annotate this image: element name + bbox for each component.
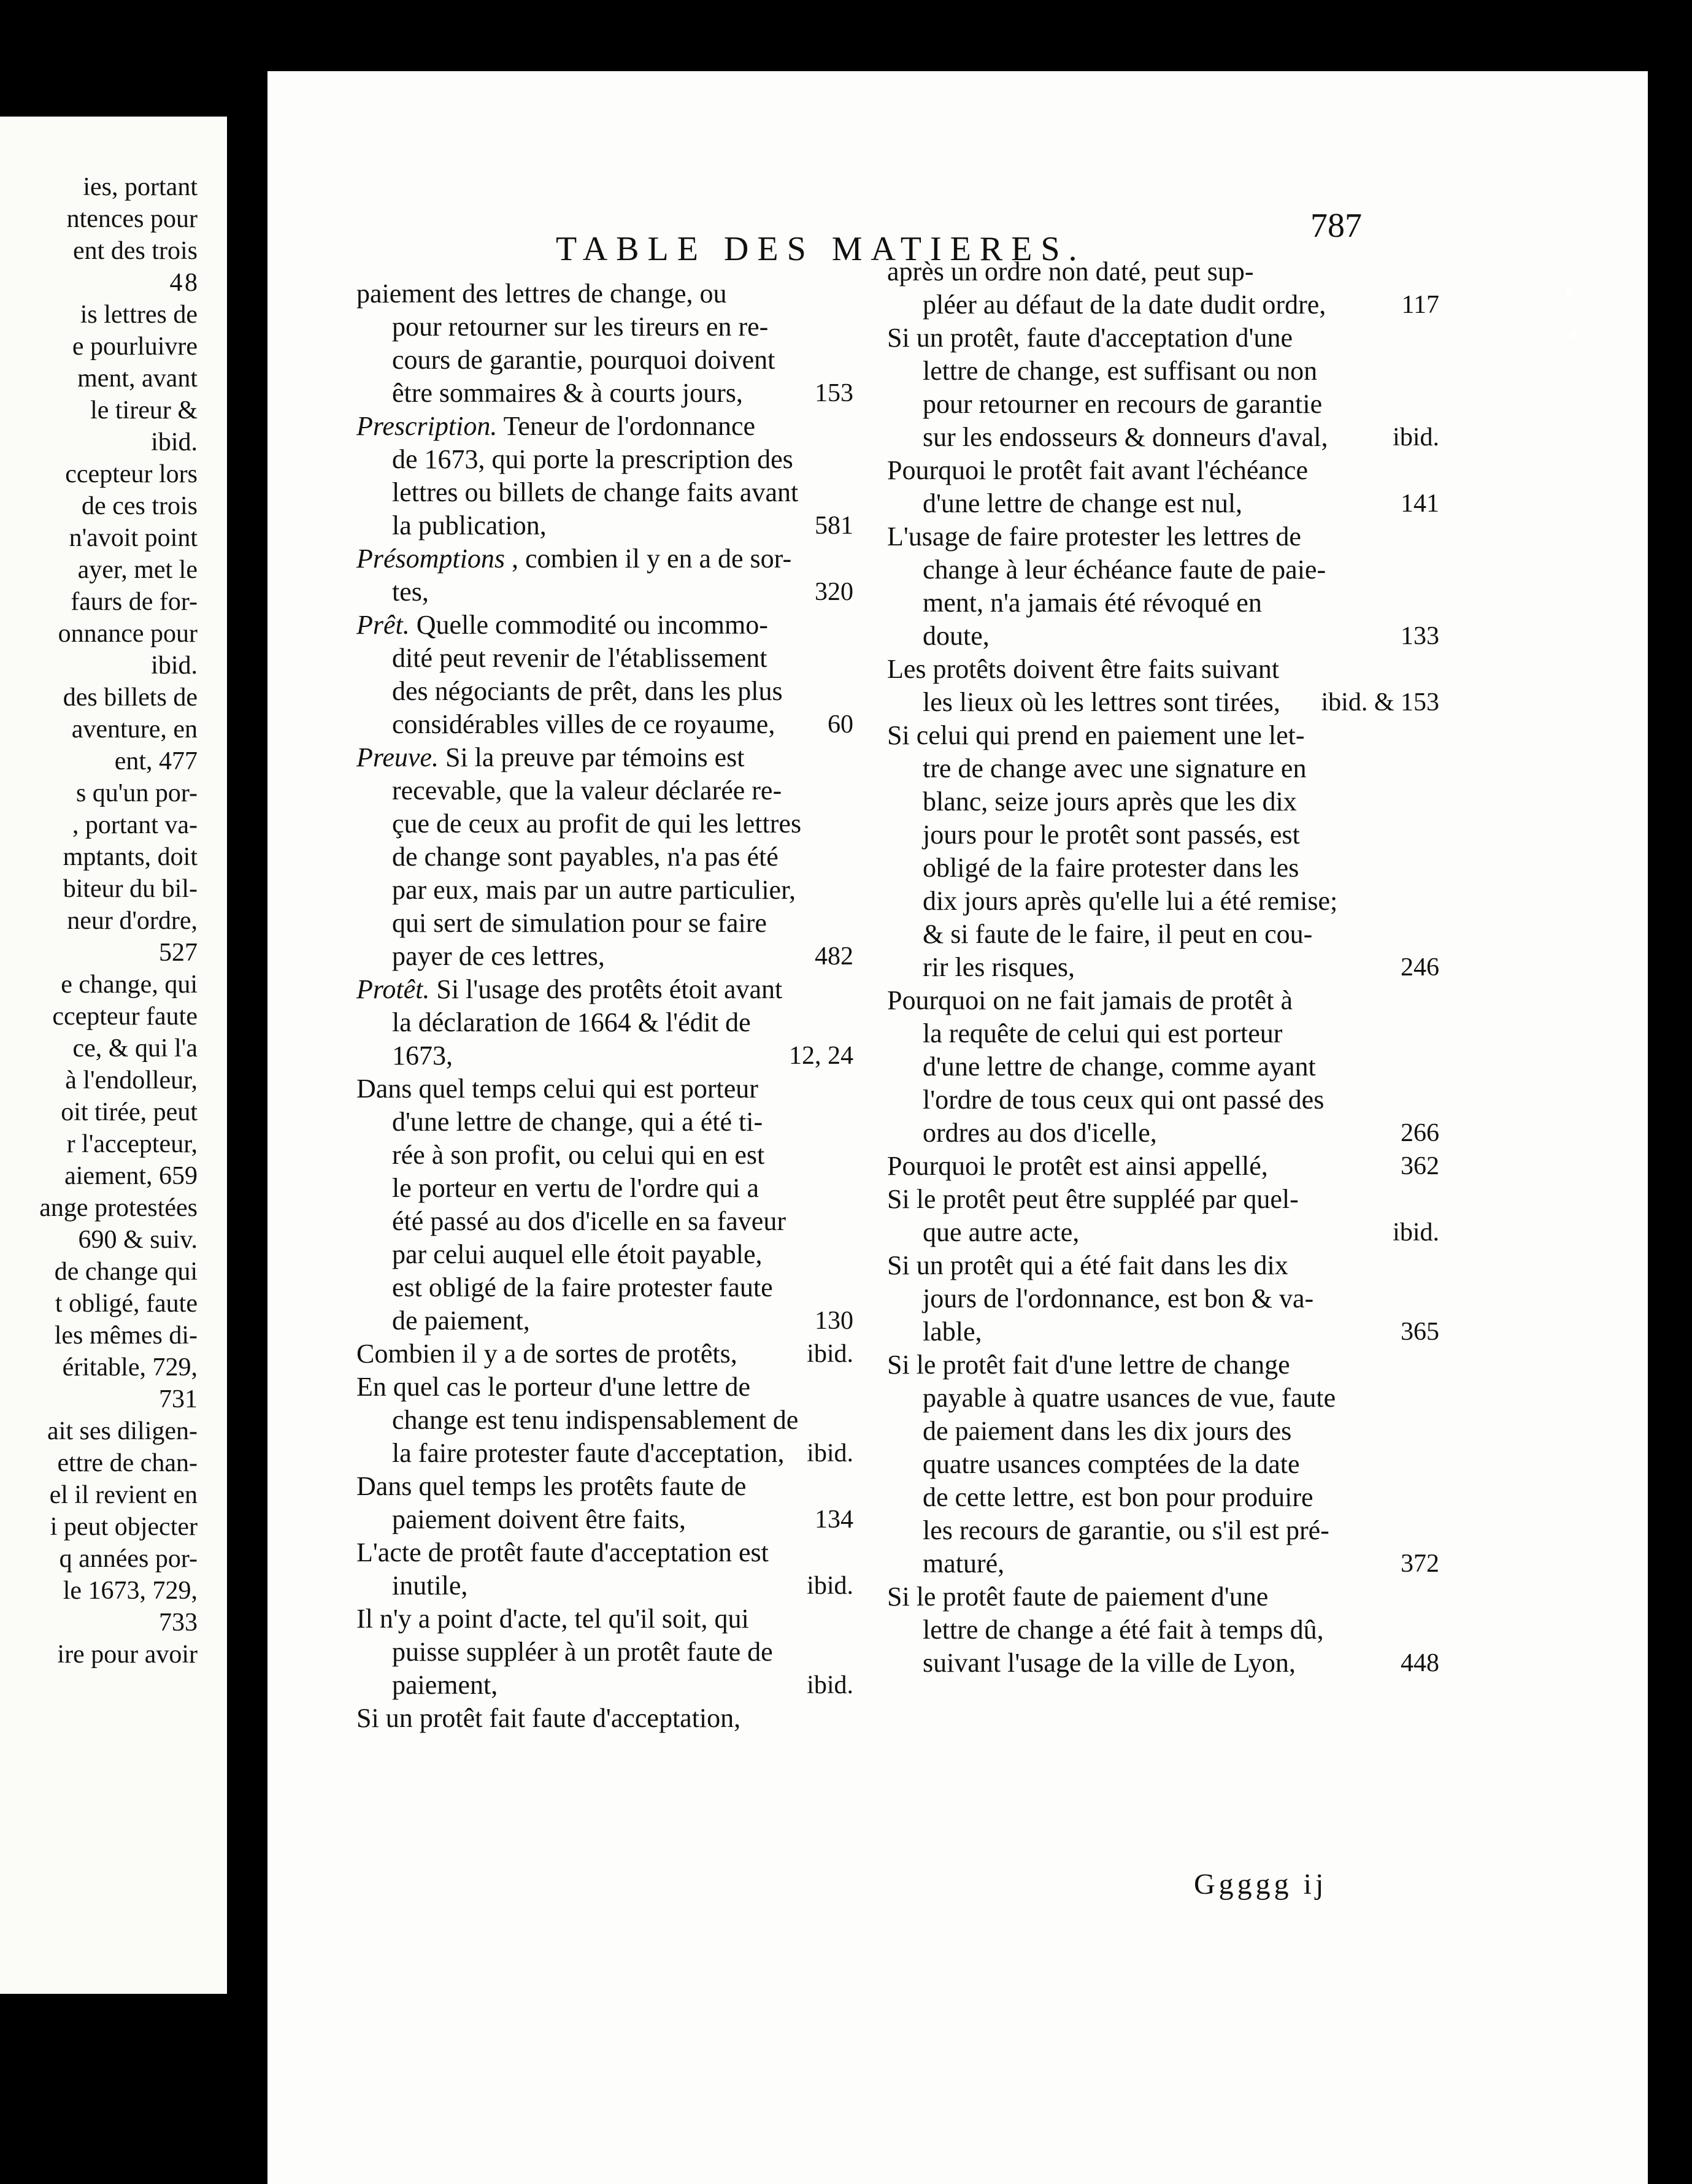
entry-line [356,1072,853,1105]
entry-line [887,1348,1439,1382]
page-reference: 448 [1401,1649,1439,1677]
entry-text: d'une lettre de change, qui a été ti- [392,1107,763,1137]
left-page-line: n'avoit point [69,524,198,552]
left-page-line: e change, qui [61,971,198,999]
left-page-line: e pourluivre [72,333,198,361]
entry-line [356,1371,853,1404]
entry-line [356,940,853,973]
left-page-line: neur d'ordre, [67,907,198,935]
left-page-line: éritable, 729, [62,1353,198,1382]
entry-line [356,1636,853,1669]
entry-text: jours de l'ordonnance, est bon & va- [923,1283,1314,1313]
entry-line [356,476,853,509]
left-page-line: de change qui [54,1258,198,1286]
entry-line [356,1139,853,1172]
entry-text: pour retourner en recours de garantie [923,389,1323,419]
entry-line [887,1448,1439,1481]
page-reference: ibid. [807,1572,853,1600]
index-entry [887,255,1439,321]
entry-line [356,1105,853,1139]
left-page-line: ent, 477 [114,747,198,775]
page-reference: 117 [1401,291,1439,319]
entry-line [356,575,853,609]
left-page-line: biteur du bil- [63,875,198,903]
left-page-line: ccepteur lors [65,460,198,488]
left-page-line: mptants, doit [63,843,198,871]
left-page-line: ce, & qui l'a [72,1034,198,1063]
left-page-line: 690 & suiv. [78,1226,198,1254]
left-page-line: ntences pour [66,205,198,233]
index-entry [356,609,853,741]
left-page-line: onnance pour [58,620,198,648]
entry-text: la publication, [392,510,547,540]
entry-text: lable, [923,1317,982,1347]
entry-text: Les protêts doivent être faits suivant [887,654,1280,684]
entry-text: lettres ou billets de change faits avant [392,477,799,507]
left-page-line: t obligé, faute [55,1290,198,1318]
entry-line [887,1150,1439,1183]
entry-text: doute, [923,621,990,651]
entry-line [887,255,1439,288]
index-entry [887,1183,1439,1249]
index-page [267,71,1648,2184]
entry-line [356,807,853,840]
page-reference: 141 [1401,490,1439,518]
left-page-line: aventure, en [71,715,198,744]
entry-text: de cette lettre, est bon pour produire [923,1482,1313,1512]
entry-text: tes, [392,577,429,607]
entry-text: quatre usances comptées de la date [923,1449,1300,1479]
entry-text: rée à son profit, ou celui qui en est [392,1140,765,1170]
index-column-left [356,277,853,1735]
entry-line [887,1580,1439,1613]
page-reference: ibid. [1393,1218,1439,1247]
entry-text: recevable, que la valeur déclarée re- [392,775,782,806]
page-reference: 581 [815,512,853,540]
entry-text: de change sont payables, n'a pas été [392,842,779,872]
entry-text: l'ordre de tous ceux qui ont passé des [923,1085,1325,1115]
page-reference: 12, 24 [789,1042,853,1070]
entry-line [887,1216,1439,1249]
entry-text: sur les endosseurs & donneurs d'aval, [923,422,1328,452]
entry-line [887,653,1439,686]
entry-line [356,1470,853,1503]
entry-line [887,1613,1439,1647]
entry-text: 1673, [392,1040,453,1071]
entry-text: d'une lettre de change est nul, [923,488,1243,518]
entry-line [887,1249,1439,1282]
page-reference: 365 [1401,1318,1439,1346]
entry-line [887,1282,1439,1315]
entry-line [356,642,853,675]
entry-line [887,1017,1439,1050]
index-entry [356,1337,853,1371]
index-entry [356,973,853,1072]
left-page-line: le 1673, 729, [63,1577,198,1605]
entry-text: Quelle commodité ou incommo- [416,610,768,640]
index-entry [887,1150,1439,1183]
entry-line [356,443,853,476]
page-reference: 133 [1401,622,1439,650]
entry-line [356,1271,853,1304]
index-entry [887,653,1439,719]
entry-text: paiement doivent être faits, [392,1504,686,1534]
entry-line [887,421,1439,454]
left-page-line: r l'accepteur, [66,1130,198,1158]
entry-line [887,1083,1439,1117]
entry-text: payer de ces lettres, [392,941,605,971]
previous-page-fragment [0,117,227,1994]
left-page-line: les mêmes di- [54,1321,198,1350]
entry-line [356,708,853,741]
entry-line [887,1514,1439,1547]
left-page-line: ange protestées [39,1194,198,1222]
entry-text: Si un protêt fait faute d'acceptation, [356,1703,741,1733]
entry-line [887,918,1439,951]
entry-line [887,454,1439,487]
index-entry [356,1602,853,1702]
index-entry [356,741,853,973]
left-page-line: ccepteur faute [52,1002,198,1031]
entry-line [887,752,1439,785]
entry-text: été passé au dos d'icelle en sa faveur [392,1206,786,1236]
index-entry [356,542,853,609]
entry-line [887,852,1439,885]
entry-line [356,1536,853,1569]
left-page-line: oit tirée, peut [61,1098,198,1126]
entry-line [887,1415,1439,1448]
entry-text: qui sert de simulation pour se faire [392,908,767,938]
page-reference: 372 [1401,1550,1439,1578]
entry-text: dité peut revenir de l'établissement [392,643,767,673]
entry-heading: Prescription. [356,411,498,441]
entry-line [887,388,1439,421]
entry-heading: Présomptions [356,544,505,574]
entry-line [887,586,1439,620]
entry-line [356,344,853,377]
page-reference: 320 [815,578,853,606]
entry-text: obligé de la faire protester dans les [923,853,1299,883]
entry-text: Pourquoi le protêt fait avant l'échéance [887,455,1308,485]
left-page-line: 731 [159,1385,198,1413]
index-entry [356,1371,853,1470]
entry-text: le porteur en vertu de l'ordre qui a [392,1173,759,1203]
entry-text: Si le protêt faute de paiement d'une [887,1582,1269,1612]
entry-text: la déclaration de 1664 & l'édit de [392,1007,751,1037]
entry-text: la requête de celui qui est porteur [923,1018,1283,1048]
entry-text: cours de garantie, pourquoi doivent [392,345,775,375]
entry-line [887,984,1439,1017]
entry-text: L'acte de protêt faute d'acceptation est [356,1537,769,1567]
entry-line [356,542,853,575]
left-page-line: el il revient en [49,1481,198,1509]
page-reference: 130 [815,1307,853,1335]
entry-line [356,277,853,310]
entry-line [887,785,1439,818]
entry-line [356,874,853,907]
entry-text: paiement, [392,1670,498,1700]
entry-text: pour retourner sur les tireurs en re- [392,312,769,342]
entry-text: L'usage de faire protester les lettres de [887,521,1301,552]
entry-text: Si le protêt peut être suppléé par quel- [887,1184,1299,1214]
entry-text: est obligé de la faire protester faute [392,1272,773,1302]
entry-text: tre de change avec une signature en [923,753,1307,783]
entry-text: jours pour le protêt sont passés, est [923,820,1300,850]
entry-line [887,1547,1439,1580]
entry-text: maturé, [923,1548,1005,1578]
entry-line [887,520,1439,553]
entry-text: ment, n'a jamais été révoqué en [923,588,1262,618]
entry-line [356,1669,853,1702]
margin-speck [1566,287,1572,294]
entry-line [887,1117,1439,1150]
entry-text: considérables villes de ce royaume, [392,709,775,739]
left-page-line: 733 [159,1609,198,1637]
entry-heading: Protêt. [356,974,430,1004]
entry-text: , combien il y en a de sor- [512,544,792,574]
entry-text: Pourquoi on ne fait jamais de protêt à [887,985,1293,1015]
entry-text: les lieux où les lettres sont tirées, [923,687,1280,717]
entry-text: Dans quel temps les protêts faute de [356,1471,747,1501]
entry-heading: Preuve. [356,742,439,772]
page-reference: 266 [1401,1119,1439,1147]
page-reference: 362 [1401,1152,1439,1180]
entry-line [887,686,1439,719]
page-reference: ibid. & 153 [1321,688,1439,717]
left-page-line: à l'endolleur, [65,1066,198,1094]
left-page-line: 4 8 [169,269,198,297]
entry-text: çue de ceux au profit de qui les lettres [392,809,802,839]
entry-text: paiement des lettres de change, ou [356,279,727,309]
entry-line [887,1050,1439,1083]
entry-line [887,620,1439,653]
entry-line [356,1039,853,1072]
entry-line [356,609,853,642]
left-page-line: 527 [159,939,198,967]
margin-speck [1571,331,1578,339]
entry-text: pléer au défaut de la date dudit ordre, [923,290,1326,320]
entry-text: Si le protêt fait d'une lettre de change [887,1350,1290,1380]
page-reference: 60 [828,710,853,739]
entry-text: rir les risques, [923,952,1075,982]
entry-text: par eux, mais par un autre particulier, [392,875,796,905]
index-entry [356,410,853,542]
left-page-line: ettre de chan- [57,1449,198,1477]
entry-line [887,818,1439,852]
entry-text: Dans quel temps celui qui est porteur [356,1074,758,1104]
entry-line [887,885,1439,918]
running-header: TABLE DES MATIERES. [556,230,1086,268]
entry-text: de paiement, [392,1305,530,1336]
page-number: 787 [1310,207,1362,245]
entry-line [356,1702,853,1735]
left-page-line: ayer, met le [77,556,198,584]
index-entry [356,277,853,410]
index-entry [887,520,1439,653]
entry-line [887,553,1439,586]
entry-text: Il n'y a point d'acte, tel qu'il soit, qui [356,1604,749,1634]
entry-line [887,1315,1439,1348]
entry-line [356,1569,853,1602]
entry-text: des négociants de prêt, dans les plus [392,676,783,706]
entry-line [887,1481,1439,1514]
left-page-line: ait ses diligen- [47,1417,198,1445]
left-page-line: is lettres de [80,301,198,329]
entry-line [887,321,1439,355]
index-entry [887,454,1439,520]
entry-line [356,907,853,940]
index-entry [356,1536,853,1602]
entry-line [887,355,1439,388]
entry-line [887,288,1439,321]
left-page-line: ibid. [151,652,198,680]
left-page-line: des billets de [63,683,198,712]
entry-text: puisse suppléer à un protêt faute de [392,1637,773,1667]
entry-line [356,1205,853,1238]
left-page-line: aiement, 659 [64,1162,198,1190]
entry-text: Pourquoi le protêt est ainsi appellé, [887,1151,1268,1181]
entry-text: Si celui qui prend en paiement une let- [887,720,1305,750]
entry-line [356,310,853,344]
entry-text: Teneur de l'ordonnance [503,411,756,441]
left-page-line: , portant va- [72,811,198,839]
left-page-line: q années por- [59,1545,198,1573]
entry-line [356,774,853,807]
entry-text: inutile, [392,1571,468,1601]
left-page-line: le tireur & [90,396,198,425]
index-column-right [887,255,1439,1680]
entry-line [356,840,853,874]
entry-line [887,1382,1439,1415]
entry-line [356,1006,853,1039]
entry-text: ordres au dos d'icelle, [923,1118,1157,1148]
signature-mark: Ggggg ij [1194,1868,1328,1901]
index-entry [887,1348,1439,1580]
entry-line [887,1183,1439,1216]
index-entry [356,1470,853,1536]
entry-text: dix jours après qu'elle lui a été remise; [923,886,1338,916]
entry-line [356,1337,853,1371]
entry-line [887,719,1439,752]
entry-text: Si la preuve par témoins est [445,742,745,772]
index-entry [887,321,1439,454]
entry-line [356,1238,853,1271]
entry-text: change à leur échéance faute de paie- [923,555,1326,585]
entry-text: Si l'usage des protêts étoit avant [436,974,783,1004]
index-entry [887,1249,1439,1348]
left-page-line: faurs de for- [71,588,198,616]
entry-text: blanc, seize jours après que les dix [923,786,1297,817]
entry-text: Combien il y a de sortes de protêts, [356,1339,737,1369]
entry-heading: Prêt. [356,610,410,640]
left-page-line: ies, portant [83,173,198,201]
entry-text: change est tenu indispensablement de [392,1405,799,1435]
entry-text: suivant l'usage de la ville de Lyon, [923,1648,1296,1678]
entry-line [887,951,1439,984]
left-page-line: ment, avant [77,364,198,393]
entry-text: payable à quatre usances de vue, faute [923,1383,1336,1413]
page-reference: 482 [815,942,853,971]
page-reference: ibid. [807,1340,853,1368]
index-entry [356,1702,853,1735]
entry-line [356,1437,853,1470]
entry-text: Si un protêt, faute d'acceptation d'une [887,323,1293,353]
entry-line [356,410,853,443]
page-reference: 246 [1401,953,1439,982]
entry-text: Si un protêt qui a été fait dans les dix [887,1250,1288,1280]
entry-line [356,1602,853,1636]
entry-text: que autre acte, [923,1217,1080,1247]
entry-text: de paiement dans les dix jours des [923,1416,1292,1446]
left-page-line: de ces trois [82,492,198,520]
entry-line [356,1304,853,1337]
entry-line [356,1172,853,1205]
entry-line [356,509,853,542]
entry-line [356,1404,853,1437]
entry-text: la faire protester faute d'acceptation, [392,1438,785,1468]
page-reference: 134 [815,1505,853,1534]
entry-text: les recours de garantie, ou s'il est pré- [923,1515,1329,1545]
entry-text: de 1673, qui porte la prescription des [392,444,793,474]
entry-text: par celui auquel elle étoit payable, [392,1239,763,1269]
entry-line [356,675,853,708]
page-reference: 153 [815,379,853,407]
index-entry [887,719,1439,984]
entry-line [356,377,853,410]
entry-line [887,487,1439,520]
entry-text: En quel cas le porteur d'une lettre de [356,1372,750,1402]
entry-line [356,1503,853,1536]
entry-line [356,973,853,1006]
left-page-line: ire pour avoir [57,1640,198,1669]
entry-line [887,1647,1439,1680]
page-reference: ibid. [1393,423,1439,452]
entry-text: être sommaires & à courts jours, [392,378,743,408]
entry-line [356,741,853,774]
entry-text: après un ordre non daté, peut sup- [887,256,1254,286]
entry-text: & si faute de le faire, il peut en cou- [923,919,1313,949]
entry-text: lettre de change a été fait à temps dû, [923,1615,1324,1645]
entry-text: d'une lettre de change, comme ayant [923,1052,1316,1082]
left-page-line: ent des trois [73,237,198,265]
left-page-line: i peut objecter [50,1513,198,1541]
index-entry [356,1072,853,1337]
left-page-line: ibid. [151,428,198,456]
page-reference: ibid. [807,1439,853,1467]
index-entry [887,1580,1439,1680]
entry-text: lettre de change, est suffisant ou non [923,356,1318,386]
left-page-line: s qu'un por- [75,779,198,807]
page-reference: ibid. [807,1671,853,1699]
index-entry [887,984,1439,1150]
